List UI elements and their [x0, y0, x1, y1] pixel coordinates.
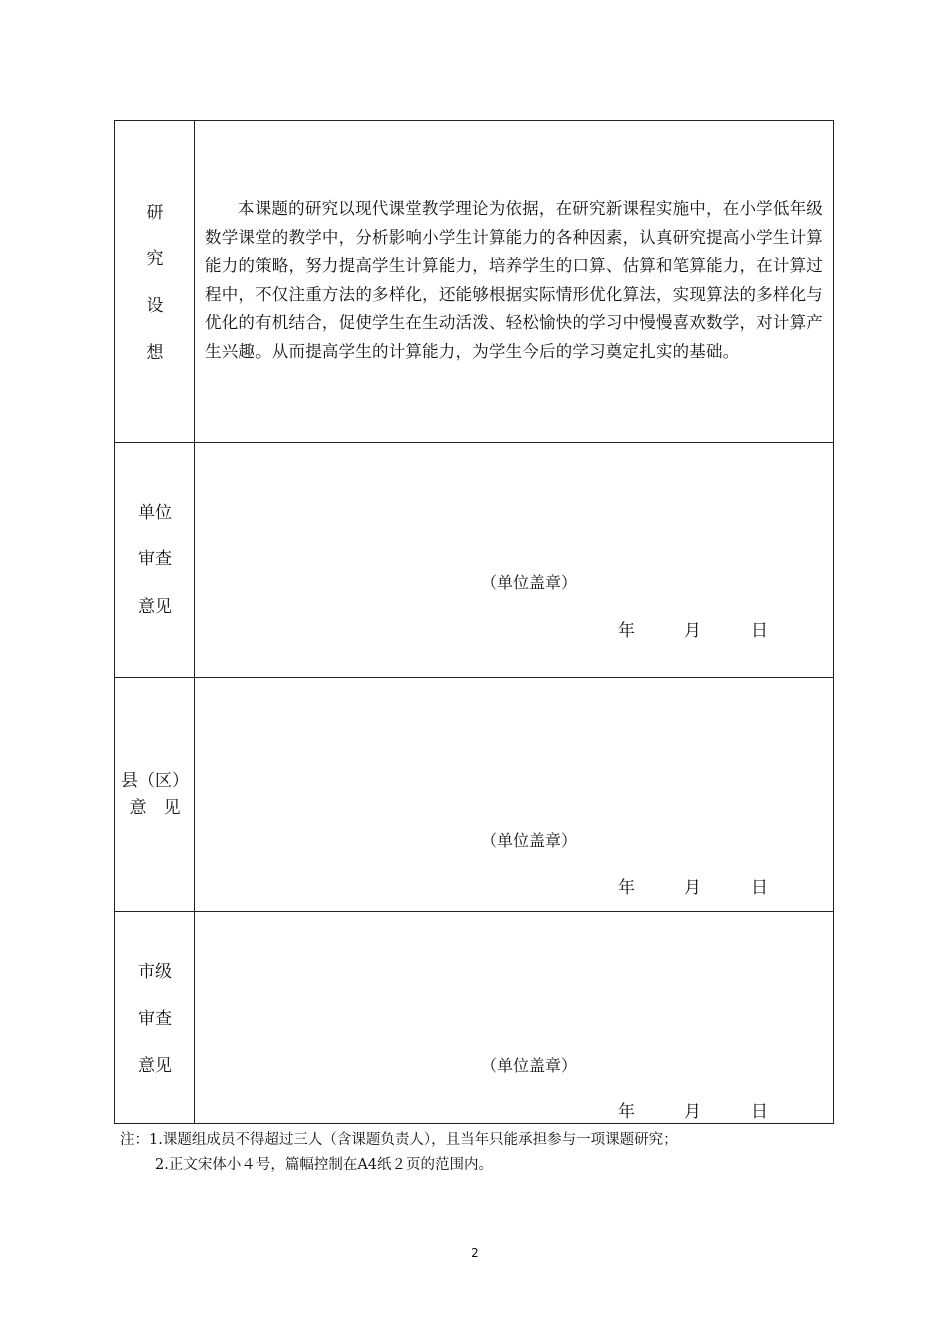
unit-review-label	[115, 443, 195, 677]
footnote-line-2: 2.正文宋体小４号，篇幅控制在A4纸２页的范围内。	[155, 1157, 494, 1173]
label-line: 意 见	[129, 798, 181, 818]
city-review-label	[115, 912, 195, 1124]
date-month: 月	[684, 1102, 701, 1122]
date-day: 日	[751, 878, 768, 898]
city-review-content	[195, 912, 833, 1124]
date-month: 月	[684, 878, 701, 898]
date-year: 年	[618, 621, 635, 641]
date-day: 日	[751, 621, 768, 641]
date-month: 月	[684, 621, 701, 641]
label-line: 审查	[138, 549, 172, 569]
date-day: 日	[751, 1102, 768, 1122]
research-plan-text: 本课题的研究以现代课堂教学理论为依据，在研究新课程实施中，在小学低年级数学课堂的教学中，分析影响小学生计算能力的各种因素，认真研究提高小学生计算能力的策略，努力提高学生计算能力，培养学生的口算、估算和笔算能力，在计算过程中，不仅注重方法的多样化，还能够根据实际情形优化算法，实现算法的多样化与优化的有机结合，促使学生在生动活泼、轻松愉快的学习中慢慢喜欢数学，对计算产生兴趣。从而提高学生的计算能力，为学生今后的学习奠定扎实的基础。	[205, 199, 823, 361]
unit-review-content	[195, 443, 833, 677]
footnote-line-1: 注：1.课题组成员不得超过三人（含课题负责人），且当年只能承担参与一项课题研究；	[120, 1132, 678, 1148]
label-line: 究	[146, 249, 164, 269]
research-plan-label	[115, 121, 195, 442]
date-year: 年	[618, 1102, 635, 1122]
label-line: 意见	[138, 1056, 172, 1076]
label-line: 县（区）	[121, 771, 189, 791]
research-plan-content	[195, 121, 833, 442]
county-opinion-row	[115, 678, 833, 912]
page-number: 2	[471, 1246, 479, 1260]
label-line: 研	[146, 203, 164, 223]
city-review-row	[115, 912, 833, 1124]
label-line: 市级	[138, 962, 172, 982]
label-line: 设	[146, 296, 164, 316]
unit-seal-placeholder: （单位盖章）	[481, 573, 578, 592]
county-opinion-label	[115, 678, 195, 911]
label-line: 审查	[138, 1009, 172, 1029]
label-line: 想	[146, 343, 164, 363]
label-line: 意见	[138, 597, 172, 617]
unit-review-row	[115, 443, 833, 678]
label-line: 单位	[138, 503, 172, 523]
county-seal-placeholder: （单位盖章）	[481, 831, 578, 850]
application-form-table	[114, 120, 834, 1124]
date-year: 年	[618, 878, 635, 898]
county-opinion-content	[195, 678, 833, 911]
city-seal-placeholder: （单位盖章）	[481, 1056, 578, 1075]
research-plan-row	[115, 121, 833, 443]
